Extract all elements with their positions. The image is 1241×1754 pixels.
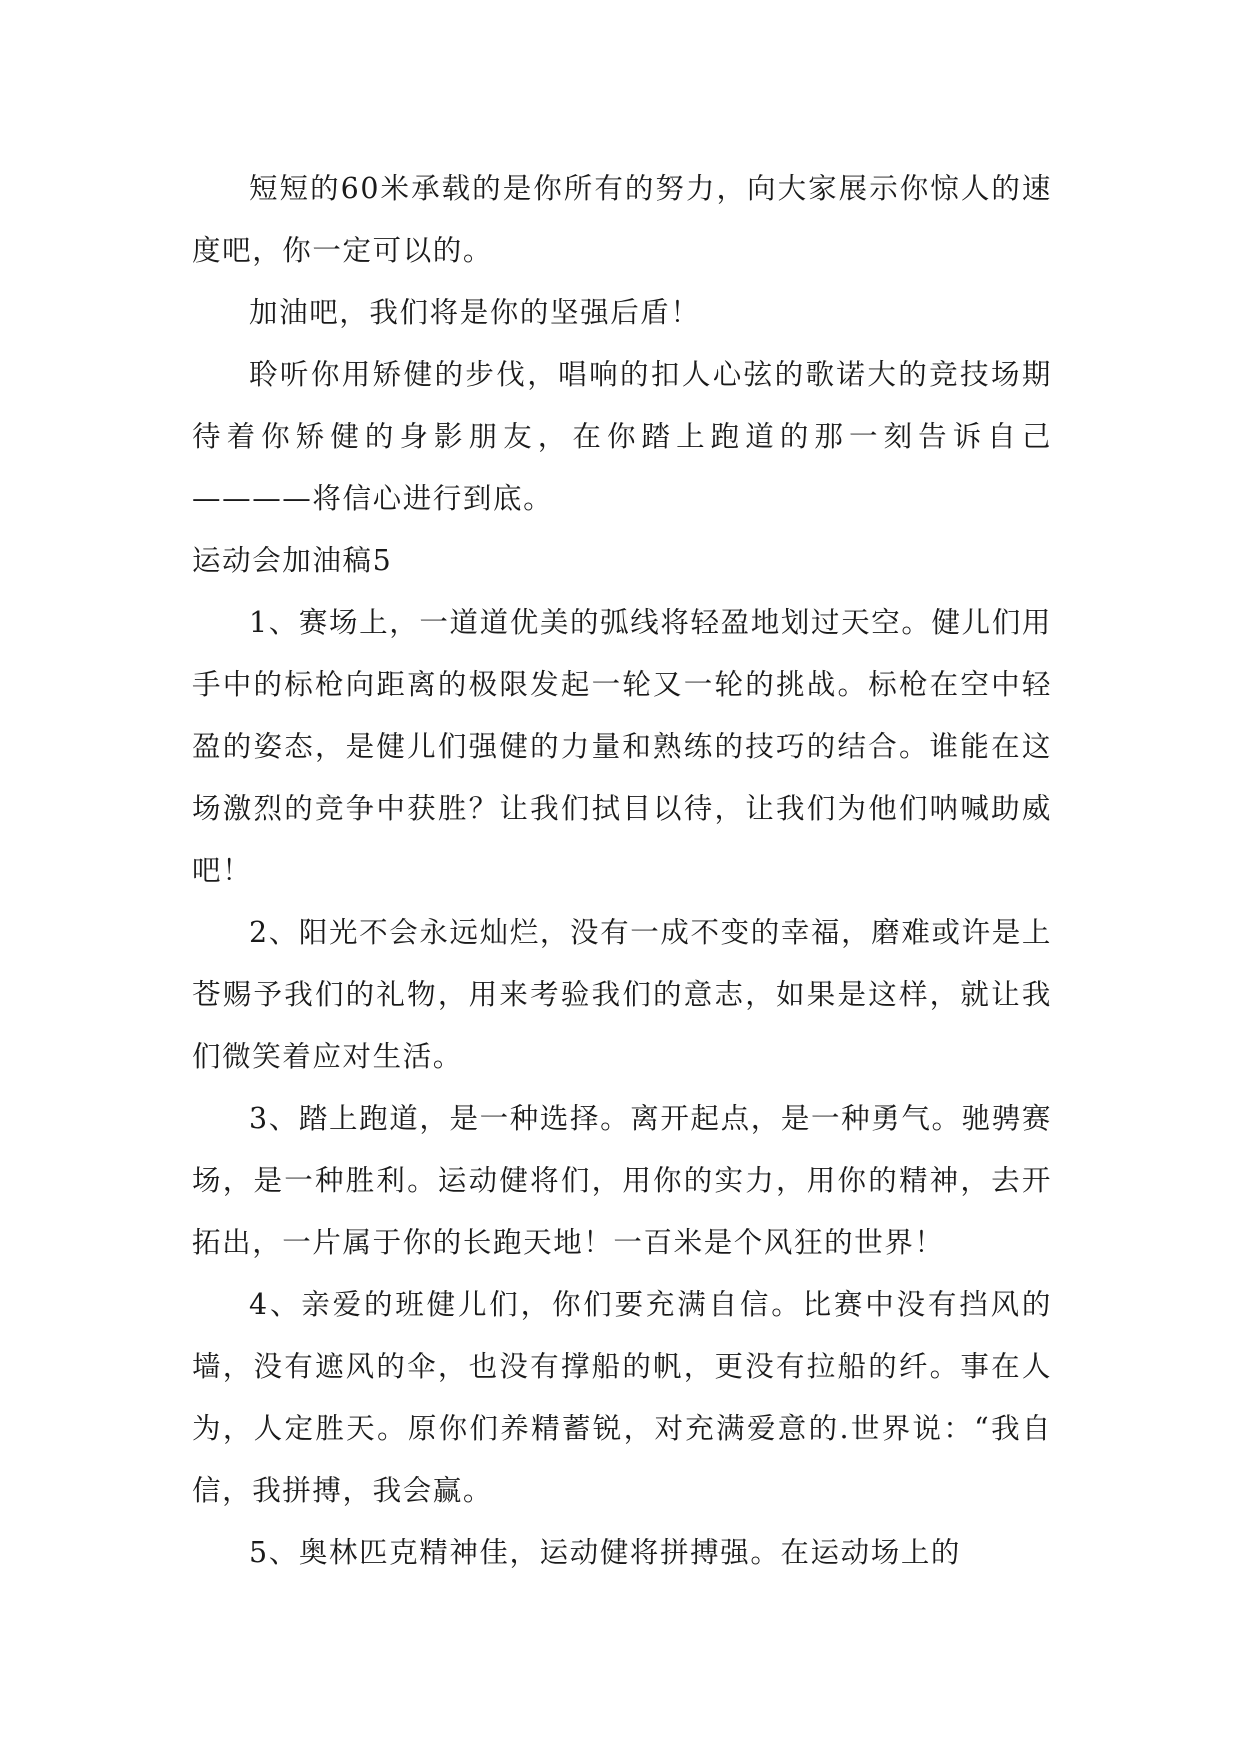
list-item: 2、阳光不会永远灿烂，没有一成不变的幸福，磨难或许是上苍赐予我们的礼物，用来考验我们的意志，如果是这样，就让我们微笑着应对生活。 <box>192 916 1052 1073</box>
list-item: 4、亲爱的班健儿们，你们要充满自信。比赛中没有挡风的墙，没有遮风的伞，也没有撑船的帆，更没有拉船的纤。事在人为，人定胜天。原你们养精蓄锐，对充满爱意的.世界说：“我自信，我拼搏，我会赢。 <box>192 1288 1052 1507</box>
paragraph: 短短的60米承载的是你所有的努力，向大家展示你惊人的速度吧，你一定可以的。 <box>192 172 1052 267</box>
list-item: 3、踏上跑道，是一种选择。离开起点，是一种勇气。驰骋赛场，是一种胜利。运动健将们，用你的实力，用你的精神，去开拓出，一片属于你的长跑天地！一百米是个风狂的世界！ <box>192 1102 1052 1259</box>
list-item: 5、奥林匹克精神佳，运动健将拼搏强。在运动场上的 <box>249 1536 962 1569</box>
list-item: 1、赛场上，一道道优美的弧线将轻盈地划过天空。健儿们用手中的标枪向距离的极限发起一轮又一轮的挑战。标枪在空中轻盈的姿态，是健儿们强健的力量和熟练的技巧的结合。谁能在这场激烈的竞争中获胜？让我们拭目以待，让我们为他们呐喊助威吧！ <box>192 606 1052 887</box>
section-heading: 运动会加油稿5 <box>192 544 393 577</box>
paragraph: 聆听你用矫健的步伐，唱响的扣人心弦的歌诺大的竞技场期待着你矫健的身影朋友，在你踏上跑道的那一刻告诉自己————将信心进行到底。 <box>192 358 1052 515</box>
document-body <box>192 158 1052 1584</box>
paragraph: 加油吧，我们将是你的坚强后盾！ <box>249 296 701 329</box>
